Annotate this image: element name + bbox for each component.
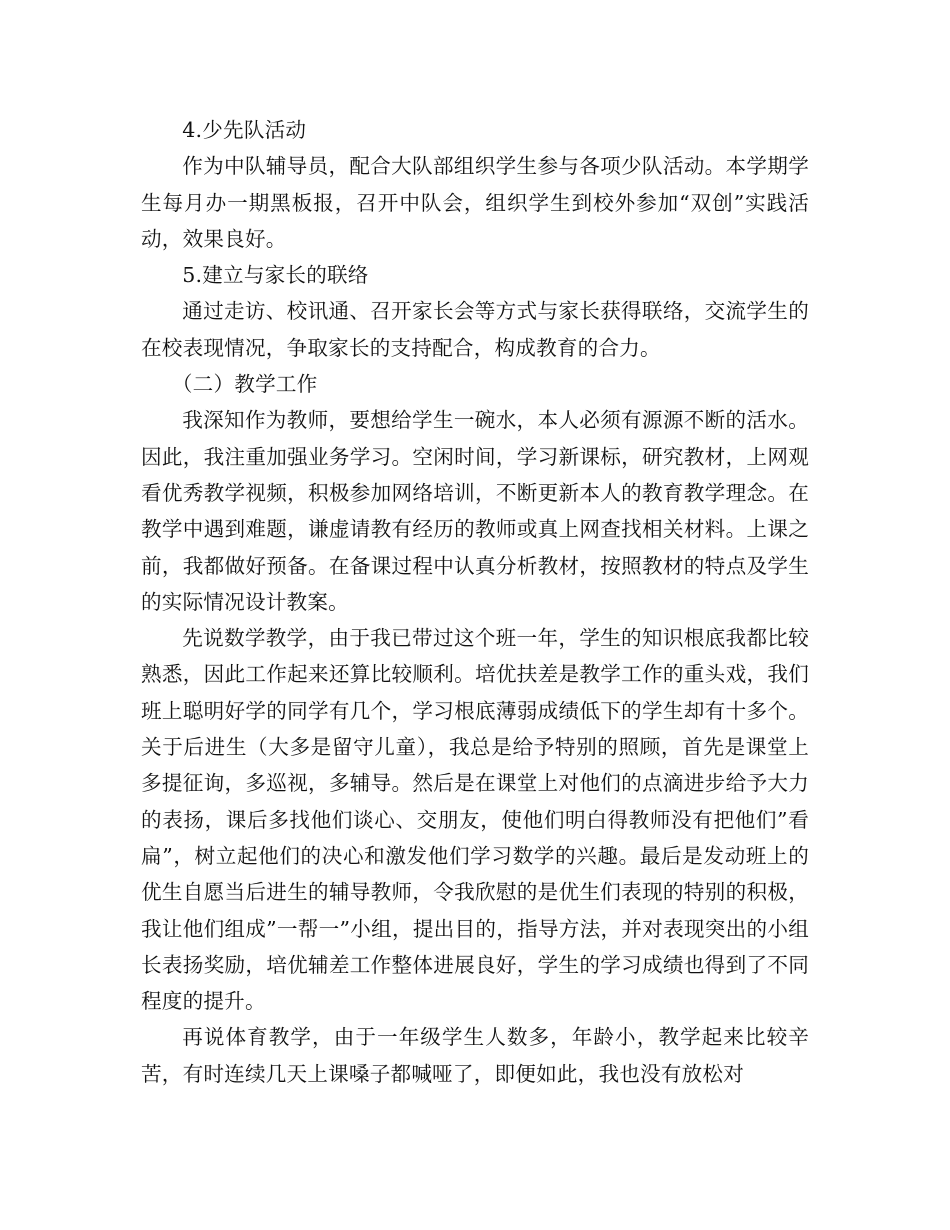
paragraph-math-teaching: 先说数学教学，由于我已带过这个班一年，学生的知识根底我都比较熟悉，因此工作起来还算比较顺利。培优扶差是教学工作的重头戏，我们班上聪明好学的同学有几个，学习根底薄弱成绩低下的学生却有十多个。关于后进生（大多是留守儿童），我总是给予特别的照顾，首先是课堂上多提征询，多巡视，多辅导。然后是在课堂上对他们的点滴进步给予大力的表扬，课后多找他们谈心、交朋友，使他们明白得教师没有把他们”看扁”，树立起他们的决心和激发他们学习数学的兴趣。最后是发动班上的优生自愿当后进生的辅导教师，令我欣慰的是优生们表现的特别的积极，我让他们组成”一帮一”小组，提出目的，指导方法，并对表现突出的小组长表扬奖励，培优辅差工作整体进展良好，学生的学习成绩也得到了不同程度的提升。 <box>141 626 809 1014</box>
document-body <box>141 112 809 1092</box>
paragraph-young-pioneers: 作为中队辅导员，配合大队部组织学生参与各项少队活动。本学期学生每月办一期黑板报，召开中队会，组织学生到校外参加“双创”实践活动，效果良好。 <box>141 154 809 251</box>
paragraph-pe-teaching: 再说体育教学，由于一年级学生人数多，年龄小，教学起来比较辛苦，有时连续几天上课嗓子都喊哑了，即便如此，我也没有放松对 <box>141 1025 809 1086</box>
paragraph-teaching-study: 我深知作为教师，要想给学生一碗水，本人必须有源源不断的活水。因此，我注重加强业务学习。空闲时间，学习新课标，研究教材，上网观看优秀教学视频，积极参加网络培训，不断更新本人的教育教学理念。在教学中遇到难题，谦虚请教有经历的教师或真上网查找相关材料。上课之前，我都做好预备。在备课过程中认真分析教材，按照教材的特点及学生的实际情况设计教案。 <box>141 408 809 614</box>
section-heading-parent-contact: 5.建立与家长的联络 <box>182 263 369 288</box>
paragraph-parent-contact: 通过走访、校讯通、召开家长会等方式与家长获得联络，交流学生的在校表现情况，争取家长的支持配合，构成教育的合力。 <box>141 299 809 360</box>
section-heading-teaching-work: （二）教学工作 <box>171 372 318 397</box>
section-heading-young-pioneers: 4.少先队活动 <box>182 118 307 142</box>
